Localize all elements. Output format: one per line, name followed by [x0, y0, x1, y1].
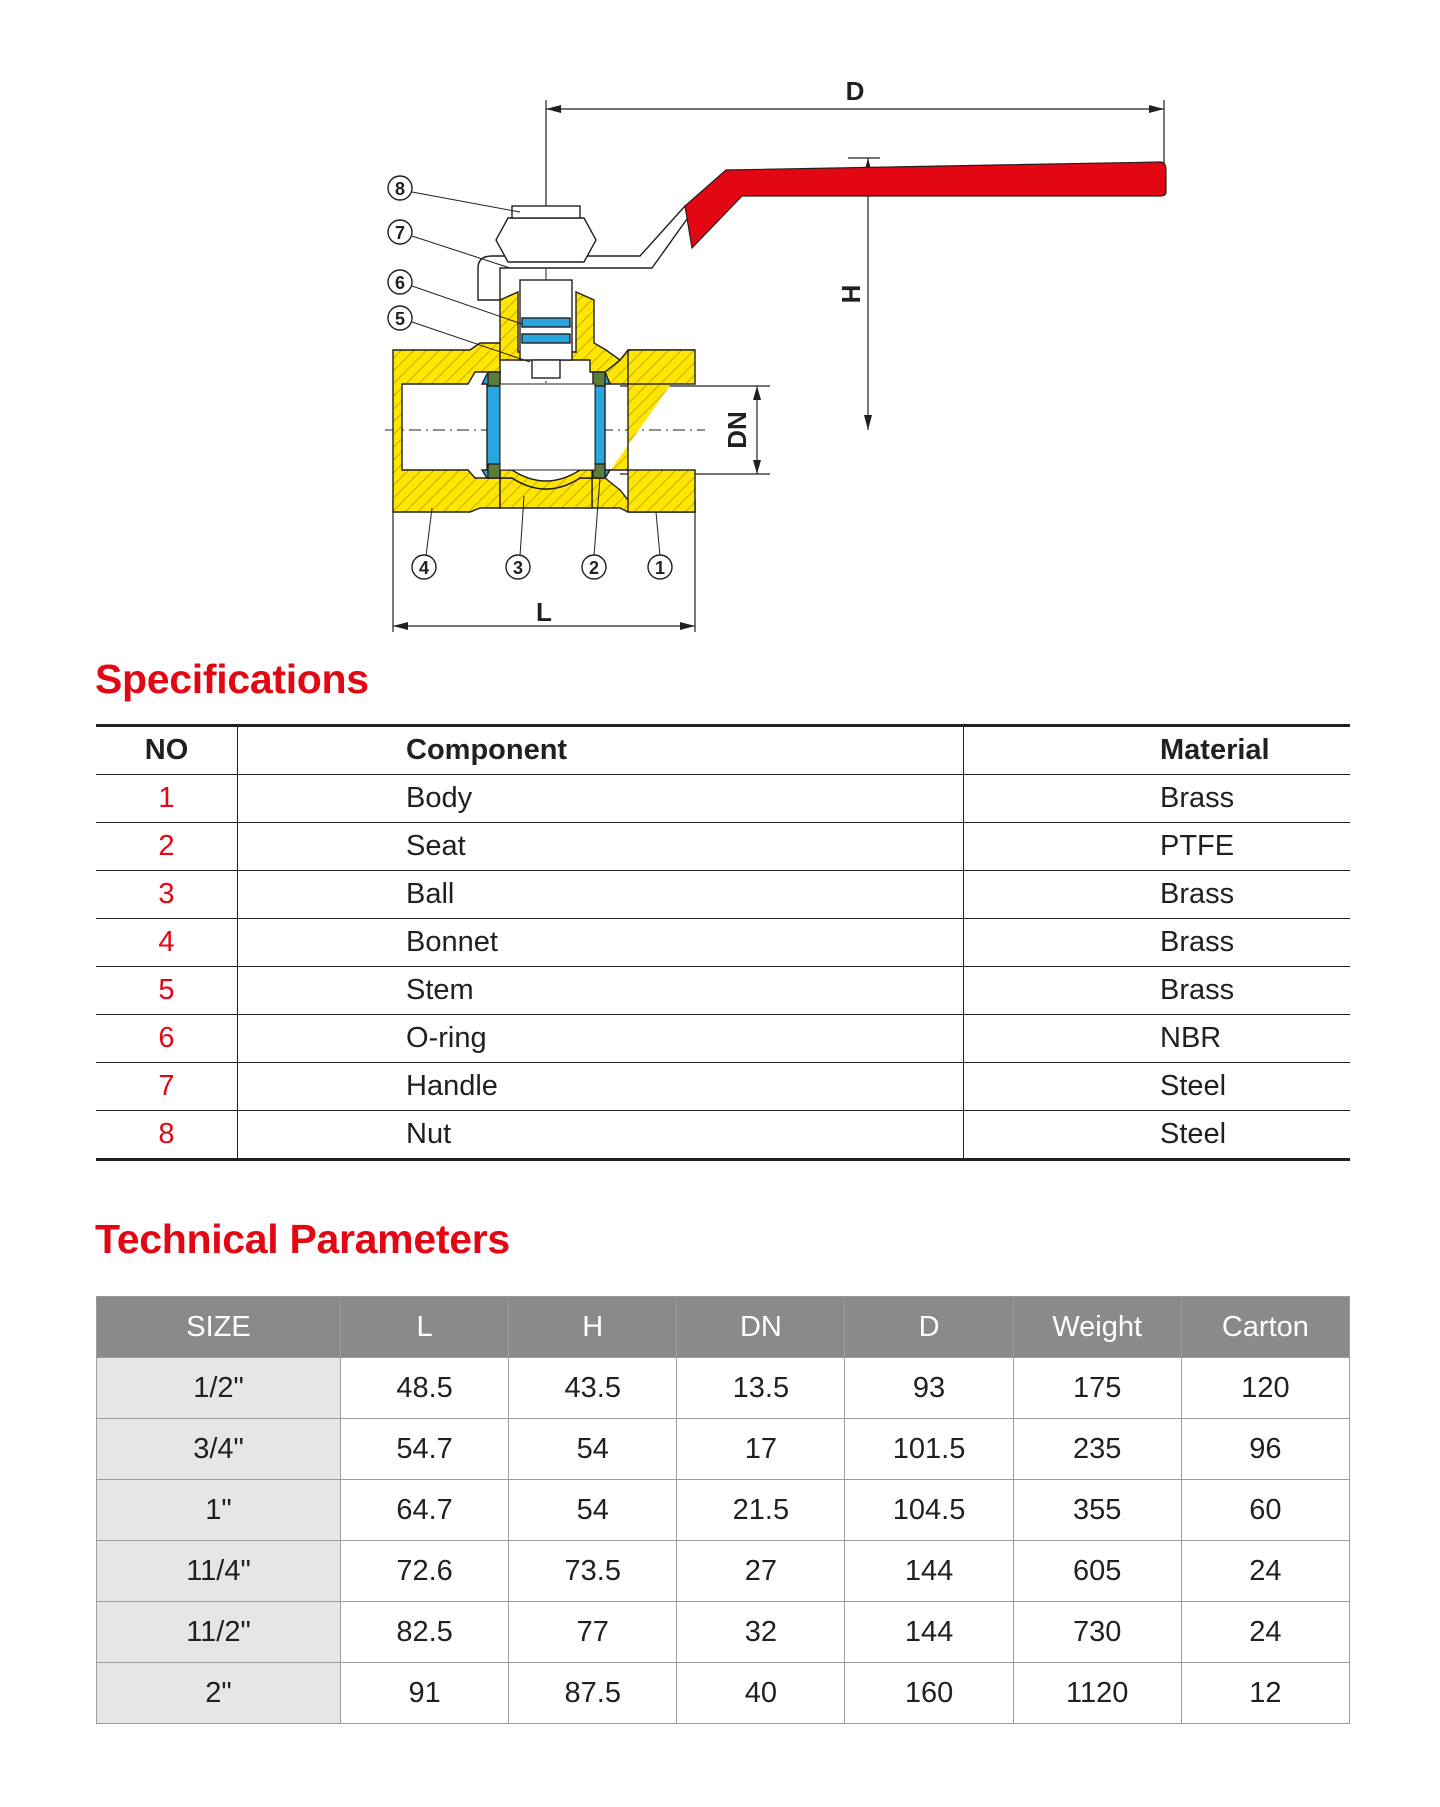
h-cell: 73.5: [509, 1541, 677, 1602]
h-cell: 43.5: [509, 1358, 677, 1419]
material-name: Brass: [964, 967, 1351, 1015]
weight-cell: 235: [1013, 1419, 1181, 1480]
carton-cell: 24: [1181, 1541, 1349, 1602]
component-name: Bonnet: [238, 919, 964, 967]
material-name: NBR: [964, 1015, 1351, 1063]
l-cell: 91: [341, 1663, 509, 1724]
dimension-h-label: H: [836, 284, 866, 304]
d-cell: 160: [845, 1663, 1013, 1724]
component-name: Ball: [238, 871, 964, 919]
l-cell: 54.7: [341, 1419, 509, 1480]
dn-cell: 32: [677, 1602, 845, 1663]
table-row: [96, 919, 1350, 967]
part-number: 5: [96, 967, 238, 1015]
part-number: 2: [96, 823, 238, 871]
header-component: Component: [238, 726, 964, 775]
table-row: [96, 1111, 1350, 1160]
header-h: H: [509, 1297, 677, 1358]
d-cell: 93: [845, 1358, 1013, 1419]
table-row: [97, 1480, 1350, 1541]
callout-8: [388, 176, 520, 212]
table-row: [97, 1663, 1350, 1724]
header-weight: Weight: [1013, 1297, 1181, 1358]
size-cell: 2": [97, 1663, 341, 1724]
dimension-dn-label: DN: [722, 411, 752, 449]
carton-cell: 12: [1181, 1663, 1349, 1724]
carton-cell: 120: [1181, 1358, 1349, 1419]
h-cell: 87.5: [509, 1663, 677, 1724]
h-cell: 54: [509, 1419, 677, 1480]
svg-text:3: 3: [512, 558, 524, 578]
weight-cell: 605: [1013, 1541, 1181, 1602]
weight-cell: 355: [1013, 1480, 1181, 1541]
table-row: [97, 1541, 1350, 1602]
part-number: 4: [96, 919, 238, 967]
svg-text:1: 1: [654, 558, 666, 578]
header-d: D: [845, 1297, 1013, 1358]
component-name: Seat: [238, 823, 964, 871]
table-row: [96, 1015, 1350, 1063]
dn-cell: 40: [677, 1663, 845, 1724]
component-name: O-ring: [238, 1015, 964, 1063]
part-number: 1: [96, 775, 238, 823]
dimension-d: [546, 76, 1164, 248]
dimension-d-label: D: [845, 76, 865, 106]
d-cell: 144: [845, 1541, 1013, 1602]
svg-text:7: 7: [394, 223, 406, 243]
ball-valve-drawing: [330, 50, 1190, 650]
material-name: Steel: [964, 1063, 1351, 1111]
d-cell: 101.5: [845, 1419, 1013, 1480]
dn-cell: 13.5: [677, 1358, 845, 1419]
part-number: 3: [96, 871, 238, 919]
part-number: 6: [96, 1015, 238, 1063]
h-cell: 54: [509, 1480, 677, 1541]
specifications-title: Specifications: [95, 656, 369, 702]
table-row: [97, 1602, 1350, 1663]
part-number: 7: [96, 1063, 238, 1111]
specifications-table: [96, 724, 1350, 1161]
table-row: [97, 1419, 1350, 1480]
material-name: PTFE: [964, 823, 1351, 871]
dn-cell: 27: [677, 1541, 845, 1602]
weight-cell: 730: [1013, 1602, 1181, 1663]
size-cell: 11/2": [97, 1602, 341, 1663]
dimension-h: [836, 158, 880, 430]
header-l: L: [341, 1297, 509, 1358]
material-name: Brass: [964, 775, 1351, 823]
l-cell: 72.6: [341, 1541, 509, 1602]
svg-text:4: 4: [418, 558, 430, 578]
size-cell: 1": [97, 1480, 341, 1541]
l-cell: 64.7: [341, 1480, 509, 1541]
technical-parameters-table: [96, 1296, 1350, 1724]
table-row: [96, 775, 1350, 823]
material-name: Brass: [964, 871, 1351, 919]
d-cell: 104.5: [845, 1480, 1013, 1541]
l-cell: 48.5: [341, 1358, 509, 1419]
table-row: [96, 871, 1350, 919]
size-cell: 11/4": [97, 1541, 341, 1602]
dn-cell: 17: [677, 1419, 845, 1480]
handle-grip: [685, 162, 1166, 248]
l-cell: 82.5: [341, 1602, 509, 1663]
svg-text:6: 6: [394, 273, 406, 293]
handle-arm: [478, 206, 692, 300]
weight-cell: 1120: [1013, 1663, 1181, 1724]
callout-4: [412, 508, 436, 579]
header-dn: DN: [677, 1297, 845, 1358]
material-name: Steel: [964, 1111, 1351, 1160]
svg-text:8: 8: [394, 179, 406, 199]
material-name: Brass: [964, 919, 1351, 967]
carton-cell: 24: [1181, 1602, 1349, 1663]
h-cell: 77: [509, 1602, 677, 1663]
valve-stem: [520, 280, 572, 378]
ball-bore: [500, 384, 595, 470]
dimension-l-label: L: [536, 597, 552, 627]
header-material: Material: [964, 726, 1351, 775]
header-size: SIZE: [97, 1297, 341, 1358]
component-name: Nut: [238, 1111, 964, 1160]
table-row: [96, 823, 1350, 871]
specifications-header-row: [96, 726, 1350, 775]
svg-text:2: 2: [588, 558, 600, 578]
part-number: 8: [96, 1111, 238, 1160]
weight-cell: 175: [1013, 1358, 1181, 1419]
header-carton: Carton: [1181, 1297, 1349, 1358]
component-name: Body: [238, 775, 964, 823]
size-cell: 3/4": [97, 1419, 341, 1480]
svg-text:5: 5: [394, 309, 406, 329]
technical-parameters-title: Technical Parameters: [95, 1216, 510, 1262]
table-row: [97, 1358, 1350, 1419]
size-cell: 1/2": [97, 1358, 341, 1419]
d-cell: 144: [845, 1602, 1013, 1663]
callout-1: [648, 512, 672, 579]
table-row: [96, 967, 1350, 1015]
dn-cell: 21.5: [677, 1480, 845, 1541]
table-row: [96, 1063, 1350, 1111]
carton-cell: 96: [1181, 1419, 1349, 1480]
component-name: Handle: [238, 1063, 964, 1111]
carton-cell: 60: [1181, 1480, 1349, 1541]
component-name: Stem: [238, 967, 964, 1015]
header-no: NO: [96, 726, 238, 775]
technical-header-row: [97, 1297, 1350, 1358]
